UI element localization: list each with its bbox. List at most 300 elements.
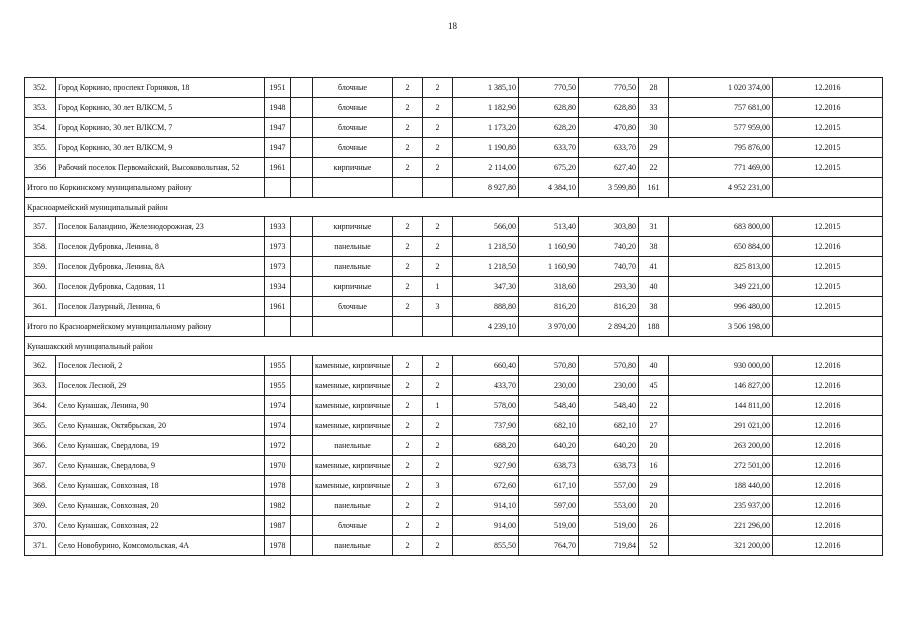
planned-date-cell: 12.2016 xyxy=(773,356,883,376)
living-area-cell: 1 160,90 xyxy=(519,237,579,257)
floors-cell: 2 xyxy=(393,158,423,178)
wall-material-cell: каменные, кирпичные xyxy=(313,476,393,496)
planned-date-cell: 12.2015 xyxy=(773,277,883,297)
blank-cell xyxy=(291,396,313,416)
residential-area-cell: 519,00 xyxy=(579,516,639,536)
row-number: 361. xyxy=(25,297,56,317)
total-area-cell: 660,40 xyxy=(453,356,519,376)
living-area-cell: 638,73 xyxy=(519,456,579,476)
residents-cell: 40 xyxy=(639,356,669,376)
total-area-cell: 672,60 xyxy=(453,476,519,496)
year-cell: 1948 xyxy=(265,98,291,118)
blank-cell xyxy=(291,237,313,257)
blank-cell xyxy=(423,317,453,337)
row-number: 368. xyxy=(25,476,56,496)
table-row xyxy=(25,158,883,178)
table-row xyxy=(25,456,883,476)
row-number: 354. xyxy=(25,118,56,138)
residential-area-cell: 682,10 xyxy=(579,416,639,436)
year-cell: 1973 xyxy=(265,237,291,257)
address-cell: Город Коркино, 30 лет ВЛКСМ, 5 xyxy=(56,98,265,118)
row-number: 360. xyxy=(25,277,56,297)
living-area-cell: 640,20 xyxy=(519,436,579,456)
living-area-cell: 770,50 xyxy=(519,78,579,98)
year-cell: 1933 xyxy=(265,217,291,237)
total-area-cell: 855,50 xyxy=(453,536,519,556)
residents-cell: 30 xyxy=(639,118,669,138)
residents-cell: 52 xyxy=(639,536,669,556)
cost-cell: 930 000,00 xyxy=(669,356,773,376)
wall-material-cell: панельные xyxy=(313,536,393,556)
blank-cell xyxy=(291,416,313,436)
living-area-cell: 633,70 xyxy=(519,138,579,158)
floors-cell: 2 xyxy=(393,396,423,416)
row-number: 367. xyxy=(25,456,56,476)
address-cell: Село Кунашак, Октябрьская, 20 xyxy=(56,416,265,436)
residents-cell: 26 xyxy=(639,516,669,536)
year-cell: 1951 xyxy=(265,78,291,98)
entrances-cell: 1 xyxy=(423,277,453,297)
cost-cell: 771 469,00 xyxy=(669,158,773,178)
row-number: 357. xyxy=(25,217,56,237)
entrances-cell: 2 xyxy=(423,416,453,436)
table-row xyxy=(25,396,883,416)
row-number: 362. xyxy=(25,356,56,376)
cost-cell: 188 440,00 xyxy=(669,476,773,496)
cost-cell: 996 480,00 xyxy=(669,297,773,317)
table-row xyxy=(25,376,883,396)
wall-material-cell: каменные, кирпичные xyxy=(313,396,393,416)
total-area-cell: 737,90 xyxy=(453,416,519,436)
living-area-cell: 519,00 xyxy=(519,516,579,536)
blank-cell xyxy=(291,536,313,556)
cost-cell: 4 952 231,00 xyxy=(669,178,773,198)
total-area-cell: 914,10 xyxy=(453,496,519,516)
wall-material-cell: панельные xyxy=(313,257,393,277)
wall-material-cell: панельные xyxy=(313,496,393,516)
address-cell: Село Кунашак, Ленина, 90 xyxy=(56,396,265,416)
cost-cell: 291 021,00 xyxy=(669,416,773,436)
residents-cell: 16 xyxy=(639,456,669,476)
entrances-cell: 2 xyxy=(423,536,453,556)
living-area-cell: 4 384,10 xyxy=(519,178,579,198)
planned-date-cell: 12.2016 xyxy=(773,416,883,436)
blank-cell xyxy=(291,516,313,536)
table-row xyxy=(25,138,883,158)
residents-cell: 29 xyxy=(639,476,669,496)
table-row xyxy=(25,237,883,257)
residential-area-cell: 293,30 xyxy=(579,277,639,297)
table-row xyxy=(25,436,883,456)
blank-cell xyxy=(393,317,423,337)
cost-cell: 349 221,00 xyxy=(669,277,773,297)
residential-area-cell: 770,50 xyxy=(579,78,639,98)
table-row xyxy=(25,297,883,317)
total-area-cell: 566,00 xyxy=(453,217,519,237)
housing-register-table xyxy=(24,77,883,556)
living-area-cell: 682,10 xyxy=(519,416,579,436)
cost-cell: 825 813,00 xyxy=(669,257,773,277)
wall-material-cell: кирпичные xyxy=(313,217,393,237)
table-row xyxy=(25,257,883,277)
planned-date-cell: 12.2016 xyxy=(773,98,883,118)
year-cell: 1978 xyxy=(265,476,291,496)
residents-cell: 38 xyxy=(639,297,669,317)
blank-cell xyxy=(265,178,291,198)
cost-cell: 235 937,00 xyxy=(669,496,773,516)
row-number: 355. xyxy=(25,138,56,158)
residents-cell: 40 xyxy=(639,277,669,297)
residents-cell: 188 xyxy=(639,317,669,337)
row-number: 356 xyxy=(25,158,56,178)
row-number: 370. xyxy=(25,516,56,536)
total-area-cell: 8 927,80 xyxy=(453,178,519,198)
address-cell: Город Коркино, 30 лет ВЛКСМ, 7 xyxy=(56,118,265,138)
blank-cell xyxy=(393,178,423,198)
residential-area-cell: 816,20 xyxy=(579,297,639,317)
table-row xyxy=(25,536,883,556)
planned-date-cell: 12.2015 xyxy=(773,138,883,158)
year-cell: 1974 xyxy=(265,416,291,436)
year-cell: 1974 xyxy=(265,396,291,416)
residential-area-cell: 557,00 xyxy=(579,476,639,496)
residents-cell: 33 xyxy=(639,98,669,118)
residential-area-cell: 740,20 xyxy=(579,237,639,257)
residential-area-cell: 719,84 xyxy=(579,536,639,556)
living-area-cell: 597,00 xyxy=(519,496,579,516)
entrances-cell: 2 xyxy=(423,456,453,476)
table-row xyxy=(25,416,883,436)
floors-cell: 2 xyxy=(393,476,423,496)
district-heading-row xyxy=(25,198,883,217)
entrances-cell: 2 xyxy=(423,138,453,158)
wall-material-cell: блочные xyxy=(313,98,393,118)
total-area-cell: 1 218,50 xyxy=(453,237,519,257)
year-cell: 1961 xyxy=(265,158,291,178)
residential-area-cell: 548,40 xyxy=(579,396,639,416)
entrances-cell: 2 xyxy=(423,98,453,118)
residents-cell: 161 xyxy=(639,178,669,198)
cost-cell: 144 811,00 xyxy=(669,396,773,416)
planned-date-cell: 12.2016 xyxy=(773,496,883,516)
floors-cell: 2 xyxy=(393,78,423,98)
entrances-cell: 2 xyxy=(423,356,453,376)
planned-date-cell: 12.2016 xyxy=(773,536,883,556)
living-area-cell: 3 970,00 xyxy=(519,317,579,337)
living-area-cell: 1 160,90 xyxy=(519,257,579,277)
blank-cell xyxy=(291,476,313,496)
entrances-cell: 3 xyxy=(423,297,453,317)
living-area-cell: 675,20 xyxy=(519,158,579,178)
row-number: 364. xyxy=(25,396,56,416)
planned-date-cell: 12.2015 xyxy=(773,158,883,178)
living-area-cell: 764,70 xyxy=(519,536,579,556)
row-number: 359. xyxy=(25,257,56,277)
cost-cell: 221 296,00 xyxy=(669,516,773,536)
entrances-cell: 2 xyxy=(423,516,453,536)
year-cell: 1972 xyxy=(265,436,291,456)
total-area-cell: 914,00 xyxy=(453,516,519,536)
address-cell: Поселок Дубровка, Ленина, 8А xyxy=(56,257,265,277)
blank-cell xyxy=(423,178,453,198)
floors-cell: 2 xyxy=(393,376,423,396)
planned-date-cell: 12.2015 xyxy=(773,257,883,277)
row-number: 363. xyxy=(25,376,56,396)
table-row xyxy=(25,516,883,536)
total-area-cell: 1 385,10 xyxy=(453,78,519,98)
table-row xyxy=(25,217,883,237)
table-row xyxy=(25,98,883,118)
floors-cell: 2 xyxy=(393,456,423,476)
planned-date-cell: 12.2016 xyxy=(773,456,883,476)
address-cell: Рабочий поселок Первомайский, Высоковольтная, 52 xyxy=(56,158,265,178)
address-cell: Село Кунашак, Свердлова, 19 xyxy=(56,436,265,456)
blank-cell xyxy=(773,178,883,198)
entrances-cell: 2 xyxy=(423,237,453,257)
planned-date-cell: 12.2016 xyxy=(773,436,883,456)
address-cell: Село Кунашак, Совхозная, 22 xyxy=(56,516,265,536)
living-area-cell: 548,40 xyxy=(519,396,579,416)
cost-cell: 757 681,00 xyxy=(669,98,773,118)
wall-material-cell: каменные, кирпичные xyxy=(313,456,393,476)
entrances-cell: 2 xyxy=(423,376,453,396)
total-area-cell: 1 218,50 xyxy=(453,257,519,277)
table-row xyxy=(25,118,883,138)
wall-material-cell: блочные xyxy=(313,78,393,98)
address-cell: Город Коркино, проспект Горняков, 18 xyxy=(56,78,265,98)
district-heading: Красноармейский муниципальный район xyxy=(25,198,883,217)
entrances-cell: 3 xyxy=(423,476,453,496)
entrances-cell: 2 xyxy=(423,78,453,98)
floors-cell: 2 xyxy=(393,496,423,516)
entrances-cell: 1 xyxy=(423,396,453,416)
district-heading: Кунашакский муниципальный район xyxy=(25,337,883,356)
residents-cell: 22 xyxy=(639,396,669,416)
wall-material-cell: блочные xyxy=(313,297,393,317)
residents-cell: 27 xyxy=(639,416,669,436)
floors-cell: 2 xyxy=(393,356,423,376)
table-row xyxy=(25,78,883,98)
row-number: 365. xyxy=(25,416,56,436)
entrances-cell: 2 xyxy=(423,436,453,456)
address-cell: Село Новобурино, Комсомольская, 4А xyxy=(56,536,265,556)
cost-cell: 3 506 198,00 xyxy=(669,317,773,337)
planned-date-cell: 12.2016 xyxy=(773,396,883,416)
cost-cell: 683 800,00 xyxy=(669,217,773,237)
total-area-cell: 688,20 xyxy=(453,436,519,456)
year-cell: 1947 xyxy=(265,118,291,138)
entrances-cell: 2 xyxy=(423,118,453,138)
row-number: 369. xyxy=(25,496,56,516)
year-cell: 1970 xyxy=(265,456,291,476)
year-cell: 1934 xyxy=(265,277,291,297)
residents-cell: 29 xyxy=(639,138,669,158)
planned-date-cell: 12.2016 xyxy=(773,78,883,98)
wall-material-cell: каменные, кирпичные xyxy=(313,376,393,396)
floors-cell: 2 xyxy=(393,416,423,436)
entrances-cell: 2 xyxy=(423,158,453,178)
residential-area-cell: 553,00 xyxy=(579,496,639,516)
cost-cell: 146 827,00 xyxy=(669,376,773,396)
cost-cell: 272 501,00 xyxy=(669,456,773,476)
planned-date-cell: 12.2016 xyxy=(773,516,883,536)
year-cell: 1978 xyxy=(265,536,291,556)
total-area-cell: 1 173,20 xyxy=(453,118,519,138)
blank-cell xyxy=(291,436,313,456)
floors-cell: 2 xyxy=(393,536,423,556)
wall-material-cell: блочные xyxy=(313,118,393,138)
blank-cell xyxy=(291,138,313,158)
address-cell: Село Кунашак, Свердлова, 9 xyxy=(56,456,265,476)
total-area-cell: 2 114,00 xyxy=(453,158,519,178)
living-area-cell: 570,80 xyxy=(519,356,579,376)
address-cell: Поселок Лесной, 29 xyxy=(56,376,265,396)
blank-cell xyxy=(291,158,313,178)
floors-cell: 2 xyxy=(393,217,423,237)
year-cell: 1973 xyxy=(265,257,291,277)
living-area-cell: 816,20 xyxy=(519,297,579,317)
wall-material-cell: кирпичные xyxy=(313,158,393,178)
blank-cell xyxy=(291,297,313,317)
address-cell: Поселок Дубровка, Ленина, 8 xyxy=(56,237,265,257)
floors-cell: 2 xyxy=(393,118,423,138)
row-number: 358. xyxy=(25,237,56,257)
address-cell: Поселок Баландино, Железнодорожная, 23 xyxy=(56,217,265,237)
blank-cell xyxy=(291,178,313,198)
residential-area-cell: 627,40 xyxy=(579,158,639,178)
blank-cell xyxy=(291,98,313,118)
residents-cell: 31 xyxy=(639,217,669,237)
year-cell: 1987 xyxy=(265,516,291,536)
year-cell: 1955 xyxy=(265,376,291,396)
planned-date-cell: 12.2016 xyxy=(773,376,883,396)
residents-cell: 28 xyxy=(639,78,669,98)
district-total-row xyxy=(25,317,883,337)
year-cell: 1955 xyxy=(265,356,291,376)
cost-cell: 1 020 374,00 xyxy=(669,78,773,98)
blank-cell xyxy=(291,217,313,237)
floors-cell: 2 xyxy=(393,237,423,257)
total-area-cell: 1 190,80 xyxy=(453,138,519,158)
district-total-label: Итого по Коркинскому муниципальному району xyxy=(25,178,265,198)
blank-cell xyxy=(291,356,313,376)
district-total-row xyxy=(25,178,883,198)
residents-cell: 22 xyxy=(639,158,669,178)
living-area-cell: 628,80 xyxy=(519,98,579,118)
entrances-cell: 2 xyxy=(423,217,453,237)
total-area-cell: 4 239,10 xyxy=(453,317,519,337)
wall-material-cell: каменные, кирпичные xyxy=(313,416,393,436)
residential-area-cell: 633,70 xyxy=(579,138,639,158)
residents-cell: 20 xyxy=(639,436,669,456)
wall-material-cell: блочные xyxy=(313,516,393,536)
residential-area-cell: 640,20 xyxy=(579,436,639,456)
entrances-cell: 2 xyxy=(423,496,453,516)
entrances-cell: 2 xyxy=(423,257,453,277)
address-cell: Поселок Лесной, 2 xyxy=(56,356,265,376)
row-number: 352. xyxy=(25,78,56,98)
wall-material-cell: блочные xyxy=(313,138,393,158)
blank-cell xyxy=(291,376,313,396)
floors-cell: 2 xyxy=(393,98,423,118)
residential-area-cell: 230,00 xyxy=(579,376,639,396)
planned-date-cell: 12.2016 xyxy=(773,237,883,257)
total-area-cell: 578,00 xyxy=(453,396,519,416)
cost-cell: 650 884,00 xyxy=(669,237,773,257)
total-area-cell: 927,90 xyxy=(453,456,519,476)
blank-cell xyxy=(265,317,291,337)
table-row xyxy=(25,496,883,516)
total-area-cell: 1 182,90 xyxy=(453,98,519,118)
blank-cell xyxy=(291,277,313,297)
residential-area-cell: 303,80 xyxy=(579,217,639,237)
blank-cell xyxy=(291,317,313,337)
living-area-cell: 318,60 xyxy=(519,277,579,297)
cost-cell: 577 959,00 xyxy=(669,118,773,138)
residents-cell: 38 xyxy=(639,237,669,257)
residents-cell: 41 xyxy=(639,257,669,277)
total-area-cell: 433,70 xyxy=(453,376,519,396)
address-cell: Село Кунашак, Совхозная, 18 xyxy=(56,476,265,496)
wall-material-cell: панельные xyxy=(313,237,393,257)
residential-area-cell: 628,80 xyxy=(579,98,639,118)
wall-material-cell: панельные xyxy=(313,436,393,456)
residents-cell: 20 xyxy=(639,496,669,516)
table-body xyxy=(25,78,883,556)
planned-date-cell: 12.2015 xyxy=(773,118,883,138)
table-row xyxy=(25,356,883,376)
blank-cell xyxy=(291,257,313,277)
blank-cell xyxy=(313,317,393,337)
living-area-cell: 628,20 xyxy=(519,118,579,138)
planned-date-cell: 12.2016 xyxy=(773,476,883,496)
cost-cell: 795 876,00 xyxy=(669,138,773,158)
row-number: 371. xyxy=(25,536,56,556)
total-area-cell: 888,80 xyxy=(453,297,519,317)
year-cell: 1961 xyxy=(265,297,291,317)
floors-cell: 2 xyxy=(393,277,423,297)
page-number: 18 xyxy=(448,21,457,31)
wall-material-cell: каменные, кирпичные xyxy=(313,356,393,376)
row-number: 353. xyxy=(25,98,56,118)
total-area-cell: 347,30 xyxy=(453,277,519,297)
planned-date-cell: 12.2015 xyxy=(773,217,883,237)
address-cell: Село Кунашак, Совхозная, 20 xyxy=(56,496,265,516)
residential-area-cell: 740,70 xyxy=(579,257,639,277)
district-total-label: Итого по Красноармейскому муниципальному району xyxy=(25,317,265,337)
living-area-cell: 513,40 xyxy=(519,217,579,237)
blank-cell xyxy=(773,317,883,337)
table-row xyxy=(25,476,883,496)
blank-cell xyxy=(291,78,313,98)
planned-date-cell: 12.2015 xyxy=(773,297,883,317)
residential-area-cell: 638,73 xyxy=(579,456,639,476)
blank-cell xyxy=(313,178,393,198)
residential-area-cell: 3 599,80 xyxy=(579,178,639,198)
floors-cell: 2 xyxy=(393,436,423,456)
wall-material-cell: кирпичные xyxy=(313,277,393,297)
table-row xyxy=(25,277,883,297)
floors-cell: 2 xyxy=(393,138,423,158)
floors-cell: 2 xyxy=(393,257,423,277)
blank-cell xyxy=(291,118,313,138)
blank-cell xyxy=(291,496,313,516)
row-number: 366. xyxy=(25,436,56,456)
residential-area-cell: 570,80 xyxy=(579,356,639,376)
floors-cell: 2 xyxy=(393,516,423,536)
address-cell: Поселок Дубровка, Садовая, 11 xyxy=(56,277,265,297)
cost-cell: 321 200,00 xyxy=(669,536,773,556)
